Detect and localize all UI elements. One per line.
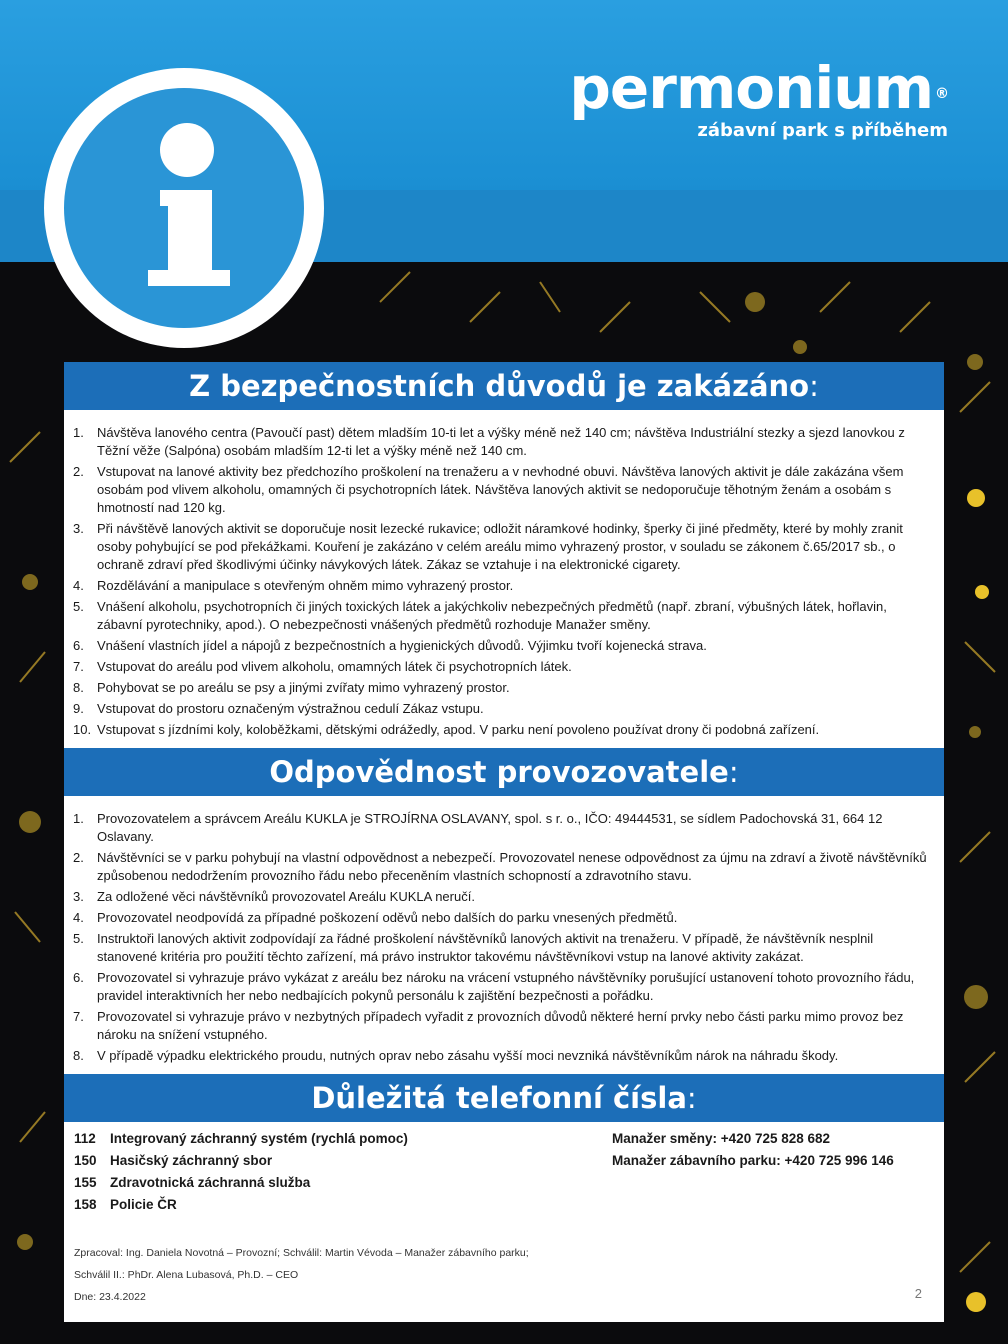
list-item: 5. Instruktoři lanových aktivit zodpovídají za řádné proškolení návštěvníků lanových aktivit na trenažeru. V případě, že návštěvník nesplnil stanovené kritéria pro použití těchto zařízení, má právo instruktor takovému návštěvníkovi vstup na lanové aktivity zakázat. <box>73 931 874 964</box>
emergency-number-row: 112 Integrovaný záchranný systém (rychlá pomoc) <box>74 1131 408 1146</box>
list-item: 8. Pohybovat se po areálu se psy a jinými zvířaty mimo vyhrazený prostor. <box>73 680 510 695</box>
document-footer <box>74 1242 529 1308</box>
list-item: 8. V případě výpadku elektrického proudu, nutných oprav nebo zásahu vyšší moci nevzniká návštěvníkům nárok na náhradu škody. <box>73 1048 839 1063</box>
section-heading-liability: Odpovědnost provozovatele: <box>64 748 944 796</box>
footer-prepared: Zpracoval: Ing. Daniela Novotná – Provozní; Schválil: Martin Vévoda – Manažer zábavního parku; <box>74 1247 529 1259</box>
footer-approved: Schválil II.: PhDr. Alena Lubasová, Ph.D. – CEO <box>74 1269 299 1281</box>
rules-card <box>64 362 944 1322</box>
liability-list <box>64 796 944 1074</box>
list-item: 2. Návštěvníci se v parku pohybují na vlastní odpovědnost a nebezpečí. Provozovatel nenese odpovědnost za újmu na zdraví a životě návštěvníků způsobenou nedodržením provozního řádu nebo přeceněním vlastních schopností a zdravotního stavu. <box>73 850 927 883</box>
info-icon <box>64 88 304 328</box>
info-badge <box>44 68 324 348</box>
phone-numbers <box>64 1122 944 1228</box>
emergency-number-row: 158 Policie ČR <box>74 1197 177 1212</box>
footer-date: Dne: 23.4.2022 <box>74 1291 146 1303</box>
list-item: 4. Rozdělávání a manipulace s otevřeným ohněm mimo vyhrazený prostor. <box>73 578 514 593</box>
list-item: 9. Vstupovat do prostoru označeným výstražnou cedulí Zákaz vstupu. <box>73 701 484 716</box>
permonium-logo: permonium ® zábavní park s příběhem <box>569 54 948 141</box>
contact-number-row: Manažer zábavního parku: +420 725 996 146 <box>612 1153 894 1168</box>
logo-tagline: zábavní park s příběhem <box>697 120 948 141</box>
section-heading-phones: Důležitá telefonní čísla: <box>64 1074 944 1122</box>
list-item: 6. Provozovatel si vyhrazuje právo vykázat z areálu bez nároku na vrácení vstupného návštěvníky porušující ustanovení tohoto provozního řádu, pravidel interaktivních her nebo nedbajících pokynů personálu k zajištění bezpečnosti a pořádku. <box>73 970 915 1003</box>
list-item: 2. Vstupovat na lanové aktivity bez předchozího proškolení na trenažeru a v nevhodné obuvi. Návštěva lanových aktivit je dále zakázána všem osobám pod vlivem alkoholu, omamných či psychotropních látek. Návštěva lanových aktivit se nedoporučuje těhotným ženám a osobám s hmotností nad 120 kg. <box>73 464 904 515</box>
safety-list <box>64 410 944 748</box>
list-item: 7. Vstupovat do areálu pod vlivem alkoholu, omamných látek či psychotropních látek. <box>73 659 572 674</box>
page-number: 2 <box>914 1286 922 1301</box>
list-item: 3. Při návštěvě lanových aktivit se doporučuje nosit lezecké rukavice; odložit náramkové hodinky, šperky či jiné předměty, které by mohly zranit osoby pohybující se pod překážkami. Kouření je zakázáno v celém areálu mimo vyhrazený prostor, v souladu se zákonem č.65/2017 sb., o ochraně zdraví před škodlivými účinky návykových látek. Zákaz se vztahuje i na elektronické cigarety. <box>73 521 903 572</box>
list-item: 6. Vnášení vlastních jídel a nápojů z bezpečnostních a hygienických důvodů. Výjimku tvoří kojenecká strava. <box>73 638 707 653</box>
emergency-number-row: 155 Zdravotnická záchranná služba <box>74 1175 311 1190</box>
list-item: 7. Provozovatel si vyhrazuje právo v nezbytných případech vyřadit z provozních důvodů některé herní prvky nebo části parku mimo provoz bez nároku na snížení vstupného. <box>73 1009 904 1042</box>
list-item: 5. Vnášení alkoholu, psychotropních či jiných toxických látek a jakýchkoliv nebezpečných předmětů (např. zbraní, výbušných látek, hořlavin, zábavní pyrotechniky, apod.). O nebezpečnosti vnášených předmětů rozhoduje Manažer směny. <box>73 599 887 632</box>
list-item: 1. Návštěva lanového centra (Pavoučí past) dětem mladším 10-ti let a výšky méně než 140 cm; návštěva Industriální stezky a sjezd lanovkou z Těžní věže (Salpóna) osobám mladším 12-ti let a výšky méně než 140 cm. <box>73 425 905 458</box>
emergency-number-row: 150 Hasičský záchranný sbor <box>74 1153 273 1168</box>
list-item: 1. Provozovatelem a správcem Areálu KUKLA je STROJÍRNA OSLAVANY, spol. s r. o., IČO: 49444531, se sídlem Padochovská 31, 664 12 Oslavany. <box>73 811 883 844</box>
list-item: 10. Vstupovat s jízdními koly, koloběžkami, dětskými odrážedly, apod. V parku není povoleno používat drony či podobná zařízení. <box>73 722 820 737</box>
contact-number-row: Manažer směny: +420 725 828 682 <box>612 1131 831 1146</box>
section-heading-safety: Z bezpečnostních důvodů je zakázáno: <box>64 362 944 410</box>
list-item: 4. Provozovatel neodpovídá za případné poškození oděvů nebo dalších do parku vnesených předmětů. <box>73 910 678 925</box>
list-item: 3. Za odložené věci návštěvníků provozovatel Areálu KUKLA neručí. <box>73 889 475 904</box>
